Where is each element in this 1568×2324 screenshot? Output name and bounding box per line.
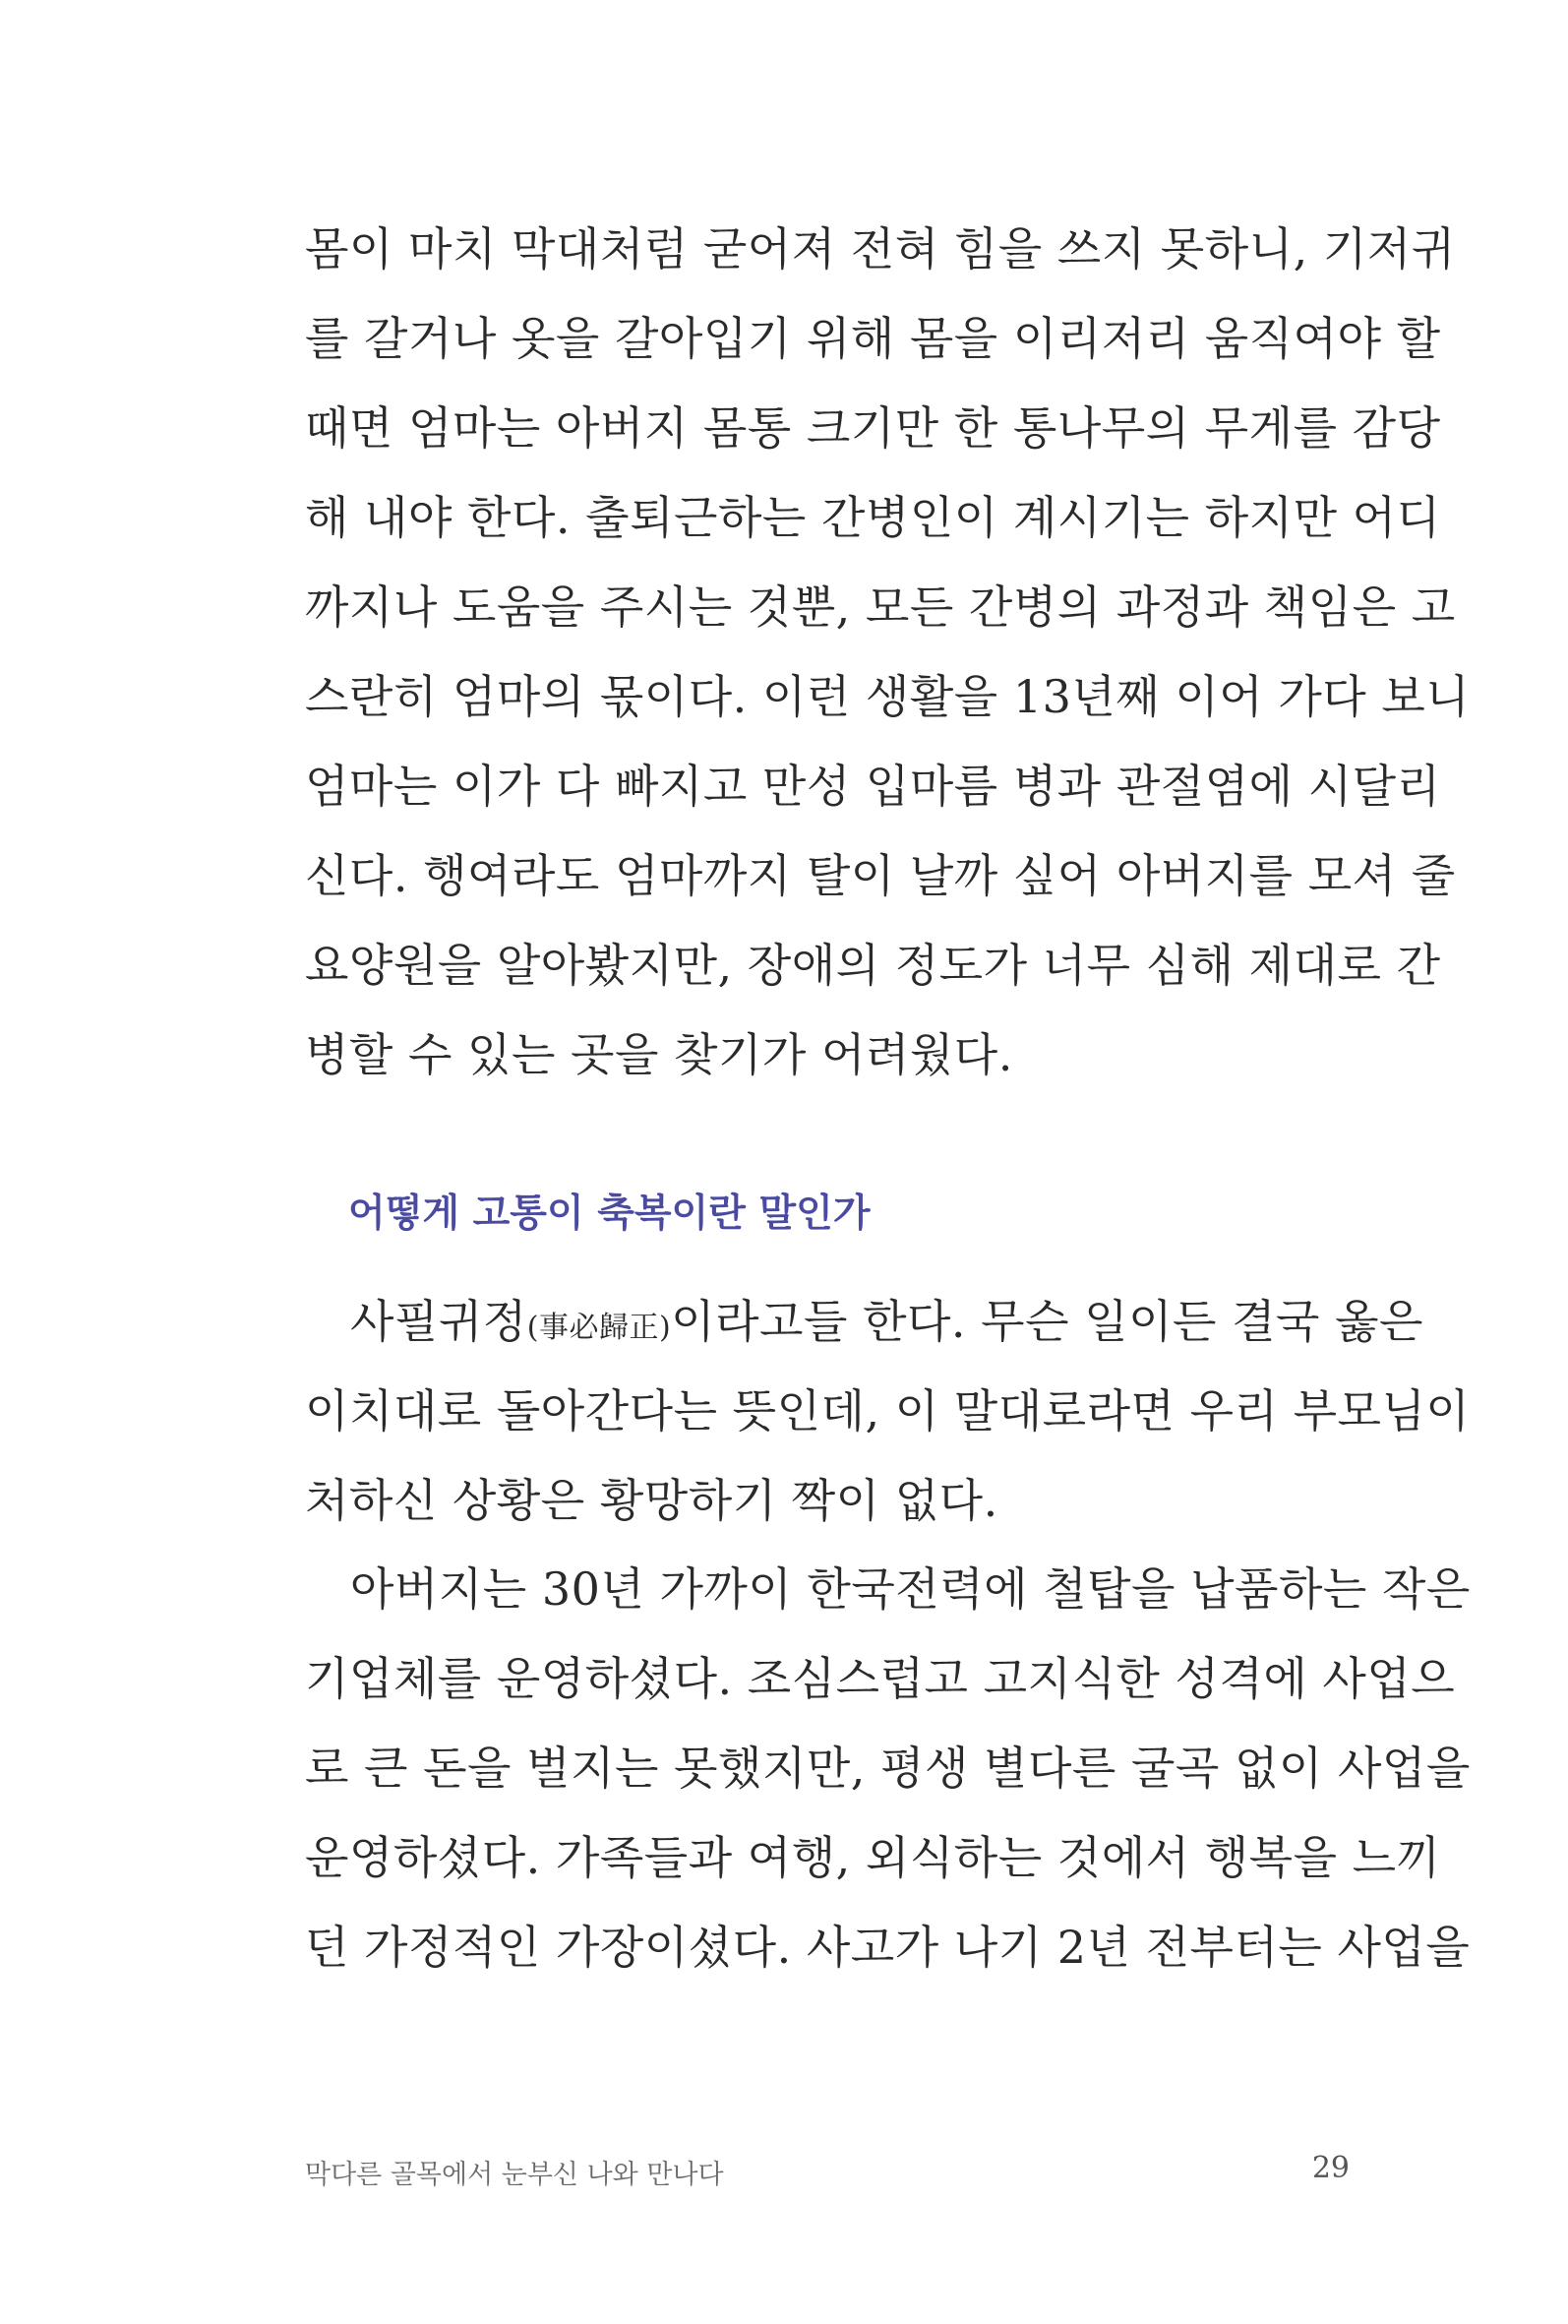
text-line: 를 갈거나 옷을 갈아입기 위해 몸을 이리저리 움직여야 할 [305, 312, 1441, 365]
text-line: 엄마는 이가 다 빠지고 만성 입마름 병과 관절염에 시달리 [305, 760, 1441, 813]
text-segment: 이라고들 한다. 무슨 일이든 결국 옳은 [671, 1295, 1423, 1348]
hanja-annotation: (事必歸正) [526, 1311, 672, 1345]
text-line: 해 내야 한다. 출퇴근하는 간병인이 계시기는 하지만 어디 [305, 491, 1441, 544]
text-line: 기업체를 운영하셨다. 조심스럽고 고지식한 성격에 사업으 [305, 1652, 1456, 1705]
paragraph-2 [305, 1277, 1471, 1546]
text-line: 던 가정적인 가장이셨다. 사고가 나기 2년 전부터는 사업을 [305, 1921, 1471, 1974]
text-segment: 사필귀정 [350, 1295, 527, 1348]
text-line: 아버지는 30년 가까이 한국전력에 철탑을 납품하는 작은 [350, 1562, 1471, 1616]
text-line: 처하신 상황은 황망하기 짝이 없다. [305, 1474, 998, 1527]
paragraph-3 [305, 1545, 1471, 1992]
text-line: 몸이 마치 막대처럼 굳어져 전혀 힘을 쓰지 못하니, 기저귀 [305, 222, 1456, 275]
text-line: 까지나 도움을 주시는 것뿐, 모든 간병의 과정과 책임은 고 [305, 581, 1456, 634]
text-line: 요양원을 알아봤지만, 장애의 정도가 너무 심해 제대로 간 [305, 939, 1441, 992]
footer-book-title: 막다른 골목에서 눈부신 나와 만나다 [305, 2160, 724, 2190]
paragraph-1 [305, 205, 1471, 1100]
text-line: 때면 엄마는 아버지 몸통 크기만 한 통나무의 무게를 감당 [305, 401, 1441, 455]
text-line: 이치대로 돌아간다는 뜻인데, 이 말대로라면 우리 부모님이 [305, 1384, 1471, 1437]
text-line: 신다. 행여라도 엄마까지 탈이 날까 싶어 아버지를 모셔 줄 [305, 849, 1456, 902]
section-heading: 어떻게 고통이 축복이란 말인가 [348, 1192, 871, 1236]
text-line: 로 큰 돈을 벌지는 못했지만, 평생 별다른 굴곡 없이 사업을 [305, 1742, 1471, 1795]
text-line: 운영하셨다. 가족들과 여행, 외식하는 것에서 행복을 느끼 [305, 1831, 1441, 1884]
text-line: 스란히 엄마의 몫이다. 이런 생활을 13년째 이어 가다 보니 [305, 670, 1471, 723]
text-line: 병할 수 있는 곳을 찾기가 어려웠다. [305, 1028, 1013, 1081]
page-number: 29 [1311, 2151, 1350, 2185]
text-line [305, 1277, 1423, 1367]
